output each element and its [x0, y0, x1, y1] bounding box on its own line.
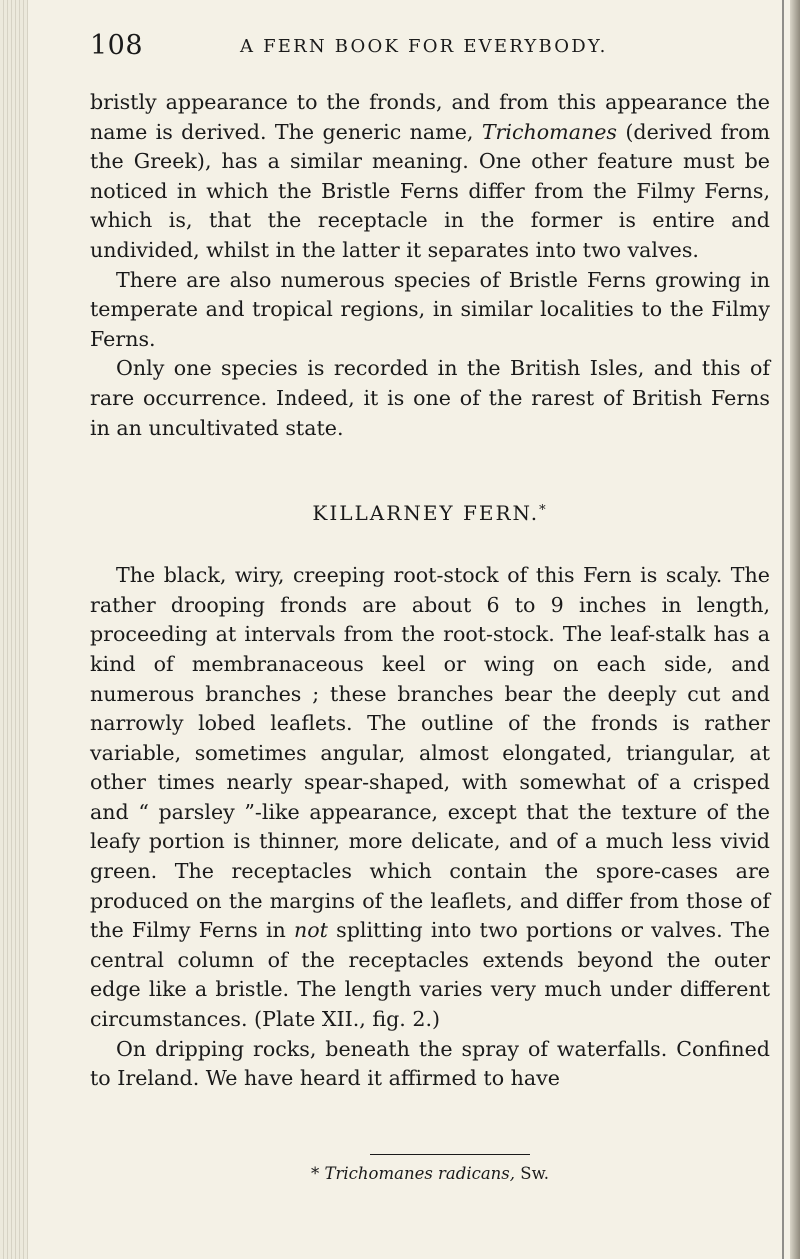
footnote-rule — [370, 1154, 530, 1155]
page-edge-line — [782, 0, 784, 1259]
page-number: 108 — [90, 30, 144, 61]
paragraph: Only one species is recorded in the British Isles, and this of rare occurrence. Indeed, it is one of the rarest of British Ferns in an uncultivated state. — [90, 356, 770, 440]
paragraph: On dripping rocks, beneath the spray of waterfalls. Confined to Ireland. We have heard it affirmed to have — [90, 1036, 770, 1091]
binding-gutter — [0, 0, 28, 1259]
italic-term: not — [294, 918, 328, 943]
text-run: splitting into two portions or valves. The central column of the receptacles extends beyond the outer edge like a bristle. The length varies very much under different circumstances. (Plate XII., fig. 2.) — [90, 918, 770, 1032]
paragraph — [90, 561, 770, 1035]
paragraph: There are also numerous species of Bristle Ferns growing in temperate and tropical regions, in similar localities to the Filmy Ferns. — [90, 267, 770, 351]
page-edge-shadow — [790, 0, 800, 1259]
footnote-author: Sw. — [520, 1164, 549, 1183]
running-head — [90, 30, 770, 66]
footnote-marker: * — [539, 503, 548, 519]
text-run: bristly appearance to the fronds, and from this appearance the name is derived. The generic name, — [90, 90, 770, 144]
text-run: (derived from the Greek), has a similar meaning. One other feature must be noticed in which the Bristle Ferns differ from the Filmy Ferns, which is, that the receptacle in the former is entire and undivided, whilst in the latter it separates into two valves. — [90, 119, 770, 262]
footnote-species: Trichomanes radicans, — [324, 1164, 516, 1183]
section-heading-text: KILLARNEY FERN. — [312, 501, 540, 526]
paragraph — [90, 88, 770, 266]
italic-term: Trichomanes — [481, 119, 617, 144]
section-heading — [90, 497, 770, 527]
body-text — [90, 88, 770, 1094]
running-title: A FERN BOOK FOR EVERYBODY. — [240, 36, 608, 57]
text-run: The black, wiry, creeping root-stock of this Fern is scaly. The rather drooping fronds are about 6 to 9 inches in length, proceeding at intervals from the root-stock. The leaf-stalk has a kind of membranaceous keel or wing on each side, and numerous branches ; these branches bear the deeply cut and narrowly lobed leaflets. The outline of the fronds is rather variable, sometimes angular, almost elongated, triangular, at other times nearly spear-shaped, with somewhat of a crisped and “ parsley ”-like appearance, except that the texture of the leafy portion is thinner, more delicate, and of a much less vivid green. The receptacles which contain the spore-cases are produced on the margins of the leaflets, and differ from those of the Filmy Ferns in — [90, 563, 770, 943]
footnote-mark: * — [310, 1164, 320, 1183]
footnote — [90, 1164, 770, 1183]
